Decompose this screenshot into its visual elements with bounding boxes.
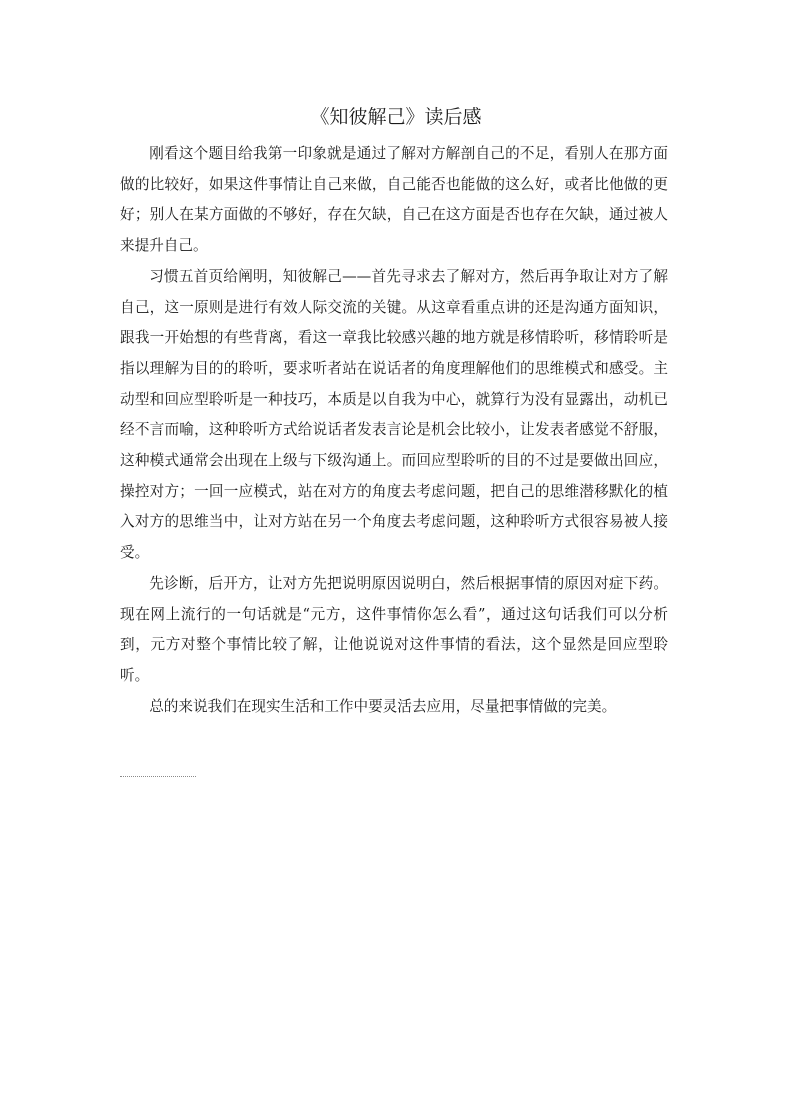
document-body <box>120 139 668 722</box>
paragraph-1: 刚看这个题目给我第一印象就是通过了解对方解剖自己的不足，看别人在那方面做的比较好，如果这件事情让自己来做，自己能否也能做的这么好，或者比他做的更好；别人在某方面做的不够好，存在欠缺，自己在这方面是否也存在欠缺，通过被人来提升自己。 <box>120 145 668 255</box>
paragraph-2: 习惯五首页给阐明，知彼解己——首先寻求去了解对方，然后再争取让对方了解自己，这一原则是进行有效人际交流的关键。从这章看重点讲的还是沟通方面知识，跟我一开始想的有些背离，看这一章我比较感兴趣的地方就是移情聆听，移情聆听是指以理解为目的的聆听，要求听者站在说话者的角度理解他们的思维模式和感受。主动型和回应型聆听是一种技巧，本质是以自我为中心，就算行为没有显露出，动机已经不言而喻，这种聆听方式给说话者发表言论是机会比较小，让发表者感觉不舒服，这种模式通常会出现在上级与下级沟通上。而回应型聆听的目的不过是要做出回应，操控对方；一回一应模式，站在对方的角度去考虑问题，把自己的思维潜移默化的植入对方的思维当中，让对方站在另一个角度去考虑问题，这种聆听方式很容易被人接受。 <box>120 267 668 562</box>
document-title: 《知彼解己》读后感 <box>310 106 482 128</box>
paragraph-4: 总的来说我们在现实生活和工作中要灵活去应用，尽量把事情做的完美。 <box>149 697 617 715</box>
paragraph-3: 先诊断，后开方，让对方先把说明原因说明白，然后根据事情的原因对症下药。现在网上流行的一句话就是“元方，这件事情你怎么看”，通过这句话我们可以分析到，元方对整个事情比较了解，让他说说对这件事情的看法，这个显然是回应型聆听。 <box>120 574 668 684</box>
footnote-separator <box>120 776 196 777</box>
